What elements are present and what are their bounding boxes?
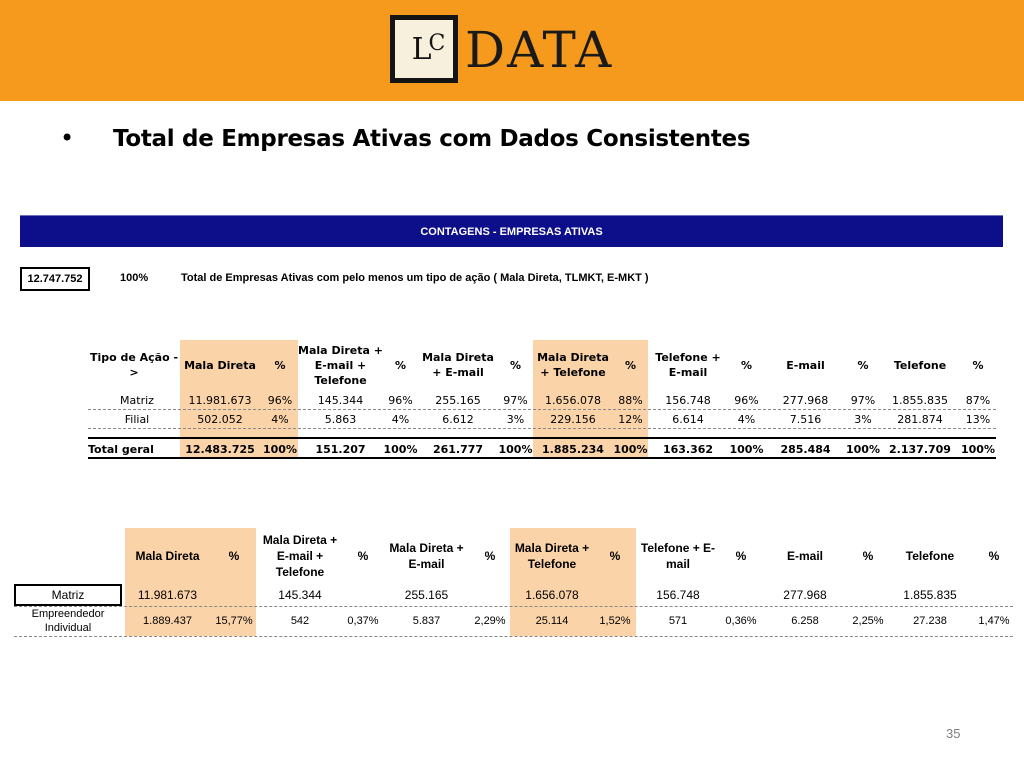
table-cell: 27.238	[913, 615, 947, 627]
table-cell: 1.656.078	[525, 588, 579, 602]
column-header: %	[988, 549, 1000, 563]
column-header: %	[509, 358, 522, 372]
table-cell: 100%	[846, 443, 880, 456]
table-cell: 96%	[734, 394, 759, 407]
total-value: 12.747.752	[20, 267, 90, 291]
table-cell: 1.885.234	[542, 443, 604, 456]
table-cell: 571	[668, 615, 688, 627]
total-rule	[88, 457, 996, 459]
table-cell: 145.344	[317, 394, 364, 407]
logo-wordmark: DATA	[465, 21, 614, 79]
row-label: Empreendedor Individual	[31, 608, 105, 634]
row-divider	[88, 428, 996, 429]
table-cell: 100%	[961, 443, 995, 456]
table-cell: 255.165	[435, 394, 481, 407]
table-cell: 2,25%	[852, 615, 884, 627]
table-cell: 100%	[263, 443, 297, 456]
table-cell: 100%	[383, 443, 418, 456]
table-cell: 163.362	[662, 443, 714, 456]
column-header: %	[972, 358, 984, 372]
table-cell	[848, 584, 888, 606]
table-cell: 96%	[388, 394, 413, 407]
table-cell: 7.516	[789, 413, 822, 426]
table-cell: 97%	[503, 394, 528, 407]
table-cell: 11.981.673	[188, 394, 252, 407]
total-percent: 100%	[120, 272, 149, 284]
bullet-icon: •	[60, 124, 75, 152]
table-cell: 156.748	[656, 588, 700, 602]
column-header: %	[484, 549, 496, 563]
table-cell: 502.052	[197, 413, 243, 426]
column-header: Telefone + E-mail	[655, 351, 721, 379]
table-cell: 11.981.673	[137, 588, 198, 602]
table-cell: 97%	[850, 394, 876, 407]
column-header: Mala Direta	[184, 358, 256, 372]
table-cell: 15,77%	[215, 615, 253, 627]
table-cell: 96%	[267, 394, 293, 407]
table-cell: 88%	[618, 394, 643, 407]
table-cell	[594, 584, 636, 606]
table-cell: 255.165	[404, 588, 449, 602]
lc-data-logo	[390, 15, 640, 85]
table-cell: 1.656.078	[545, 394, 601, 407]
table-cell: 1,52%	[599, 615, 631, 627]
row-label: Filial	[124, 413, 150, 426]
column-header: %	[609, 549, 621, 563]
table-cell: 4%	[271, 413, 289, 426]
table-cell: 2,29%	[474, 615, 506, 627]
column-header: Telefone	[905, 549, 955, 563]
table-cell	[212, 584, 256, 606]
table-cell: 277.968	[783, 588, 827, 602]
table-cell: 145.344	[278, 588, 322, 602]
column-header: Telefone	[893, 358, 947, 372]
table-cell: 6.258	[791, 615, 819, 627]
header-bar	[0, 0, 1024, 101]
row-header-label: Tipo de Ação ->	[89, 351, 179, 379]
table-cell: 285.484	[780, 443, 831, 456]
total-rule	[88, 437, 996, 439]
table-cell: 4%	[737, 413, 756, 426]
table-cell: 6.612	[442, 413, 474, 426]
column-header: %	[735, 549, 747, 563]
table-cell: 1.855.835	[903, 588, 957, 602]
column-header: Mala Direta + E-mail	[389, 541, 464, 571]
column-header: %	[862, 549, 874, 563]
section-banner: CONTAGENS - EMPRESAS ATIVAS	[20, 215, 1003, 247]
column-header: %	[394, 358, 407, 372]
row-divider	[14, 636, 1013, 637]
column-header: Telefone + E-mail	[640, 541, 716, 571]
table-cell: 151.207	[315, 443, 366, 456]
table-cell: 0,36%	[725, 615, 757, 627]
row-label-selected: Matriz	[14, 584, 122, 606]
column-header: %	[357, 549, 369, 563]
row-divider	[14, 606, 1013, 607]
table-cell: 100%	[729, 443, 764, 456]
table-cell: 4%	[391, 413, 410, 426]
column-header: %	[740, 358, 753, 372]
column-header: E-mail	[786, 358, 825, 372]
table-cell	[342, 584, 384, 606]
table-cell: 5.863	[324, 413, 357, 426]
table-cell	[470, 584, 510, 606]
row-label: Total geral	[88, 443, 154, 456]
column-header: Mala Direta	[135, 549, 200, 563]
table-cell: 13%	[965, 413, 991, 426]
table-cell: 87%	[965, 394, 991, 407]
table-cell: 12%	[618, 413, 643, 426]
table-cell	[972, 584, 1016, 606]
page-number: 35	[946, 726, 961, 741]
table-cell	[720, 584, 762, 606]
column-header: Mala Direta + E-mail + Telefone	[298, 343, 383, 387]
table-cell: 277.968	[782, 394, 829, 407]
column-header: %	[624, 358, 637, 372]
logo-monogram: L C	[390, 15, 458, 83]
column-header: Mala Direta + E-mail	[422, 351, 494, 379]
page-title: Total de Empresas Ativas com Dados Consistentes	[113, 126, 751, 152]
column-header: E-mail	[786, 549, 823, 563]
total-description: Total de Empresas Ativas com pelo menos um tipo de ação ( Mala Direta, TLMKT, E-MKT )	[181, 272, 649, 284]
row-divider	[88, 409, 996, 410]
column-header: Mala Direta + Telefone	[537, 351, 609, 379]
column-header: Mala Direta + E-mail + Telefone	[262, 533, 338, 579]
table-cell: 2.137.709	[889, 443, 951, 456]
table-cell: 0,37%	[347, 615, 379, 627]
table-cell: 229.156	[550, 413, 596, 426]
table-cell: 281.874	[897, 413, 943, 426]
table-cell: 25.114	[535, 615, 569, 627]
table-cell: 5.837	[412, 615, 441, 627]
row-label: Matriz	[120, 394, 154, 407]
column-header: Mala Direta + Telefone	[514, 541, 590, 571]
column-header: %	[857, 358, 869, 372]
table-cell: 156.748	[665, 394, 711, 407]
table-cell: 100%	[613, 443, 648, 456]
table-cell: 12.483.725	[185, 443, 255, 456]
table-cell: 1.889.437	[143, 615, 192, 627]
column-header: %	[274, 358, 286, 372]
table-cell: 6.614	[672, 413, 704, 426]
table-cell: 1.855.835	[892, 394, 948, 407]
table-cell: 1,47%	[978, 615, 1010, 627]
table-cell: 3%	[854, 413, 872, 426]
table-cell: 100%	[498, 443, 533, 456]
table-cell: 542	[290, 615, 310, 627]
column-header: %	[228, 549, 240, 563]
table-cell: 3%	[506, 413, 525, 426]
table-cell: 261.777	[432, 443, 484, 456]
